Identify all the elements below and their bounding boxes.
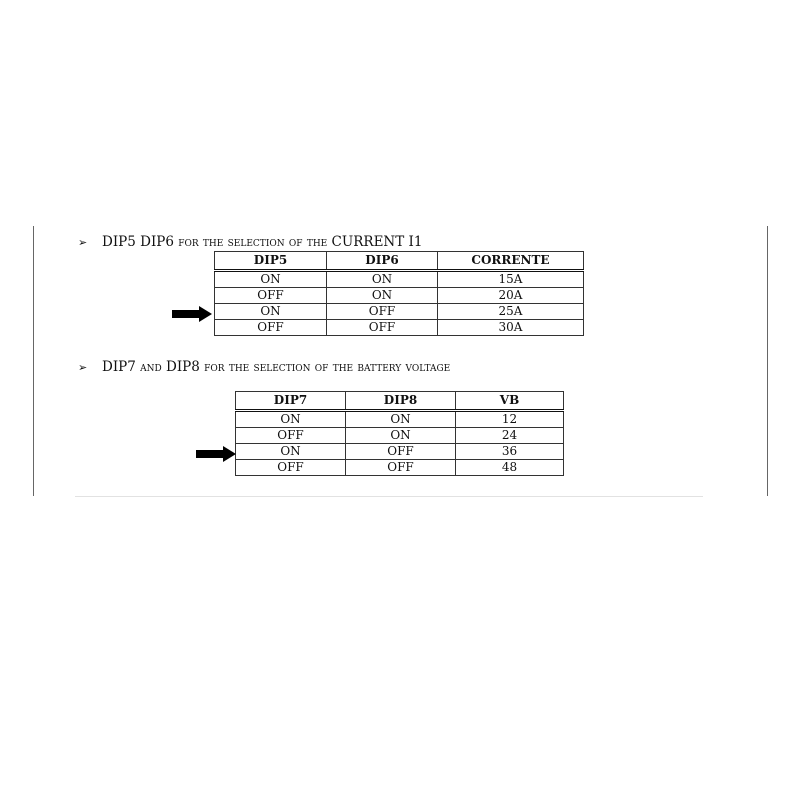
table-cell: ON — [215, 271, 327, 288]
header-corrente: CORRENTE — [438, 252, 584, 271]
table-cell: OFF — [346, 444, 456, 460]
table-cell: 12 — [456, 411, 564, 428]
table-cell: 15A — [438, 271, 584, 288]
table-row — [215, 271, 584, 288]
table-cell: OFF — [327, 320, 438, 336]
table-cell: ON — [346, 411, 456, 428]
table-row — [215, 320, 584, 336]
bottom-divider — [75, 496, 703, 497]
table-row — [215, 304, 584, 320]
current-selection-table — [214, 251, 584, 336]
table-cell: OFF — [346, 460, 456, 476]
table-row — [215, 288, 584, 304]
right-arrow-icon — [172, 306, 212, 322]
battery-voltage-table — [235, 391, 564, 476]
arrowhead-bullet-icon: ➢ — [78, 361, 88, 374]
header-dip5: DIP5 — [215, 252, 327, 271]
table-row — [236, 460, 564, 476]
table-cell: OFF — [236, 428, 346, 444]
table-cell: OFF — [215, 288, 327, 304]
bullet-current-selection — [78, 234, 422, 251]
table-cell: 48 — [456, 460, 564, 476]
bullet-text: DIP7 and DIP8 for the selection of the battery voltage — [102, 359, 451, 375]
table-row — [236, 411, 564, 428]
table-cell: ON — [236, 444, 346, 460]
table-cell: OFF — [215, 320, 327, 336]
table-header-row — [215, 252, 584, 271]
table-row — [236, 428, 564, 444]
table-row — [236, 444, 564, 460]
table-cell: 20A — [438, 288, 584, 304]
header-dip7: DIP7 — [236, 392, 346, 411]
header-dip8: DIP8 — [346, 392, 456, 411]
table-cell: ON — [327, 288, 438, 304]
table-cell: OFF — [327, 304, 438, 320]
left-margin-line — [33, 226, 34, 496]
table-cell: ON — [236, 411, 346, 428]
bullet-battery-voltage — [78, 359, 450, 376]
table-cell: ON — [215, 304, 327, 320]
arrowhead-bullet-icon: ➢ — [78, 236, 88, 249]
table-cell: ON — [346, 428, 456, 444]
table-cell: OFF — [236, 460, 346, 476]
right-arrow-icon — [196, 446, 236, 462]
table-cell: 36 — [456, 444, 564, 460]
table-cell: ON — [327, 271, 438, 288]
right-margin-line — [767, 226, 768, 496]
bullet-text: DIP5 DIP6 for the selection of the CURRENT I1 — [102, 234, 423, 250]
header-dip6: DIP6 — [327, 252, 438, 271]
table-cell: 30A — [438, 320, 584, 336]
table-cell: 25A — [438, 304, 584, 320]
table-header-row — [236, 392, 564, 411]
header-vb: VB — [456, 392, 564, 411]
table-cell: 24 — [456, 428, 564, 444]
